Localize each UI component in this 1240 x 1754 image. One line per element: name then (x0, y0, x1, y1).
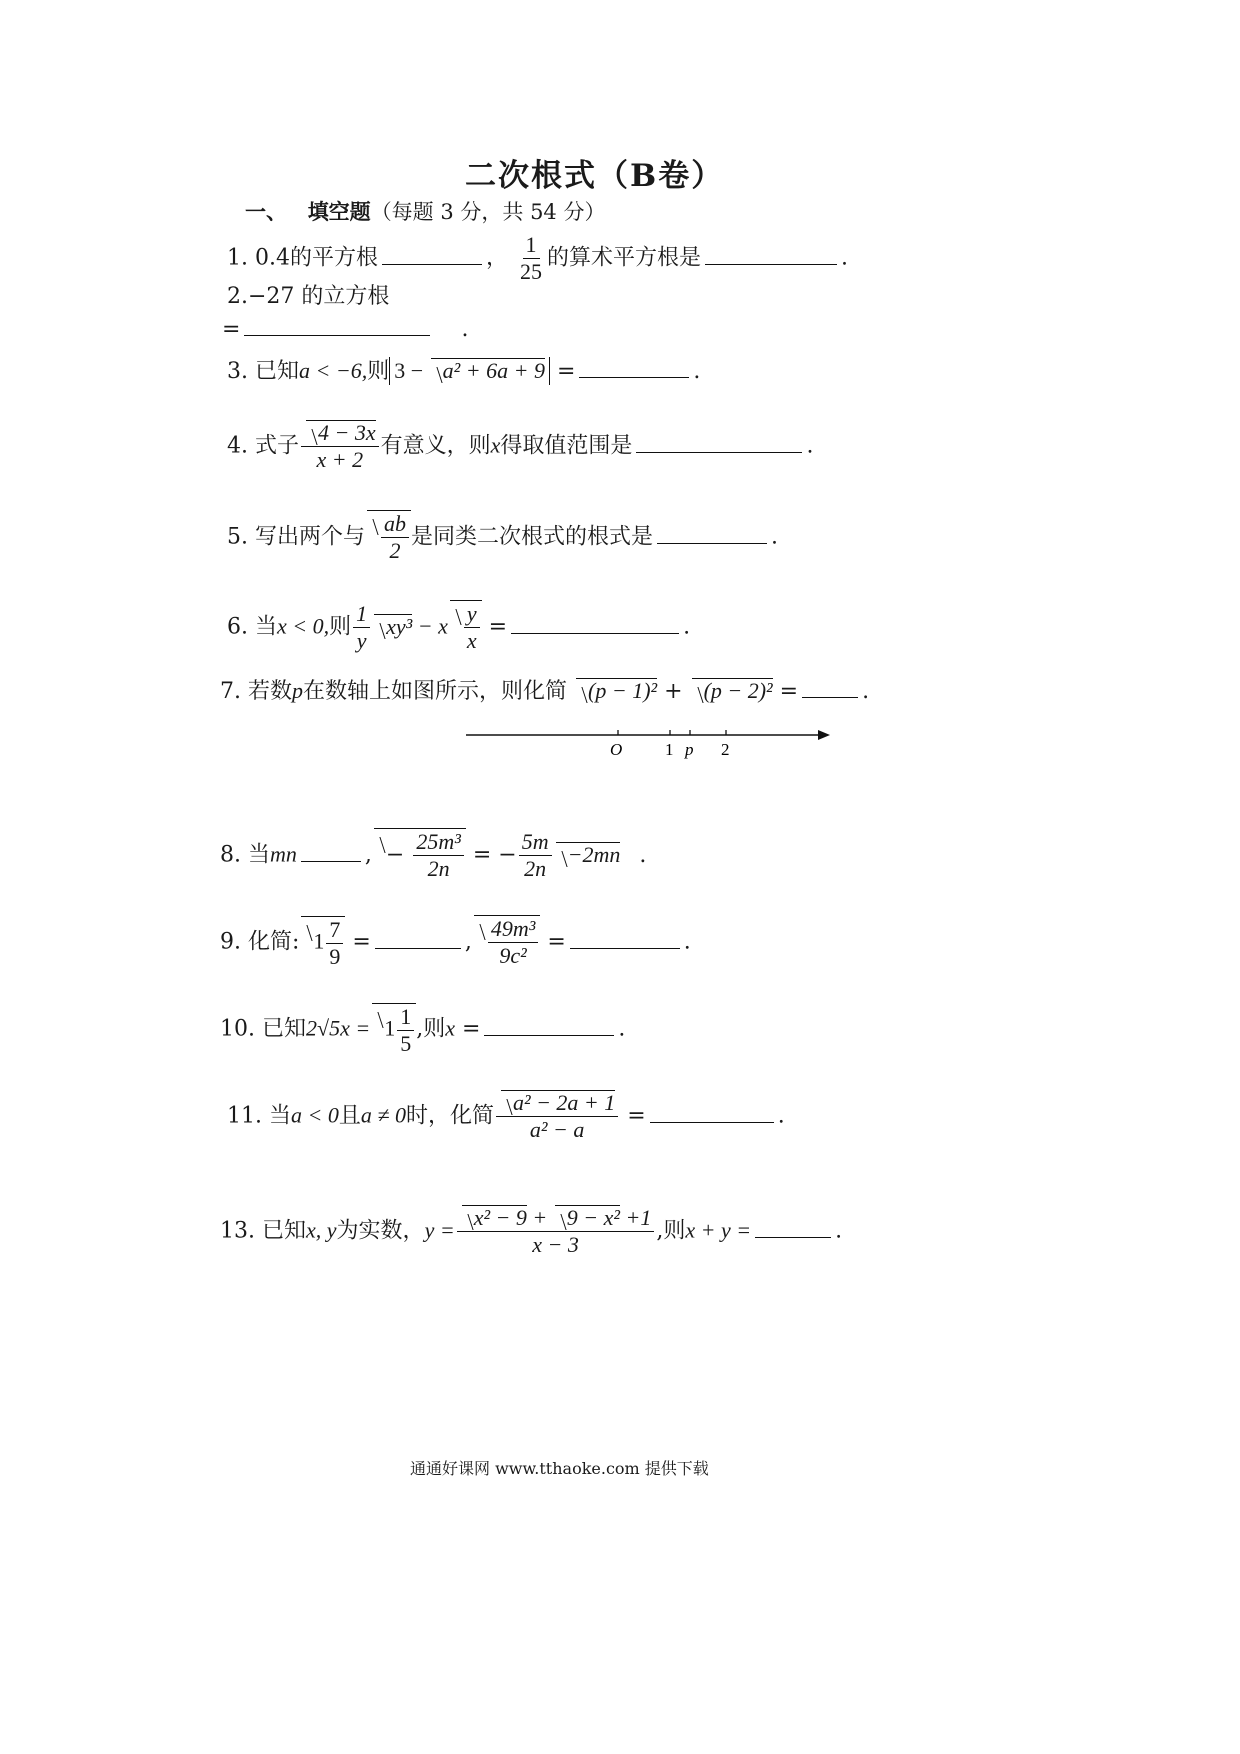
answer-blank[interactable] (244, 313, 430, 336)
radical: 1 $\frac{1}{5}$ (372, 1003, 416, 1057)
question-text: 在数轴上如图所示，则化简 (303, 679, 568, 704)
question-text: 当 (255, 614, 278, 640)
answer-blank[interactable] (636, 430, 802, 453)
question-13: 13. 已知x, y为实数，y = $\frac{\text{x² − 9 + 9 − x² +1}}{x - 3}$ ,则x + y = . (220, 1205, 843, 1257)
radical: 4 − 3x (306, 420, 376, 445)
radical: $\frac{\text{49m³}}{\text{9c²}}$ (474, 915, 540, 969)
radical: a² − 2a + 1 (501, 1090, 615, 1115)
question-5: 5. 写出两个与 $\frac{ab}{2}$ 是同类二次根式的根式是 . (227, 511, 779, 563)
question-number: 6. (227, 614, 248, 640)
section-name: 填空题 (307, 199, 371, 224)
question-2 (227, 283, 389, 311)
question-11: 11. 当a < 0且a ≠ 0时，化简 $\frac{\text{a² − 2a + 1}}{\text{a² − a}}$ = . (227, 1090, 785, 1142)
question-number: 13. (220, 1218, 255, 1244)
section-header (245, 196, 605, 226)
answer-blank[interactable] (705, 242, 837, 265)
answer-blank[interactable] (382, 242, 482, 265)
radical: $\frac{ab}{2}$ (367, 510, 411, 564)
equals-sign: = (556, 359, 576, 384)
question-text: 0.4的平方根 (255, 245, 378, 271)
radical: (p − 1)² (576, 678, 657, 703)
page-title: 二次根式（B卷） (465, 158, 725, 194)
radical: 9 − x² (555, 1205, 620, 1230)
question-2-answer: = . (222, 313, 468, 344)
radical: 1 $\frac{7}{9}$ (301, 916, 345, 970)
answer-blank[interactable] (375, 926, 461, 949)
question-8: 8. 当mn , − $\frac{\text{25m³}}{2n}$ = − $\frac{5m}{2n}$ −2mn . (220, 829, 647, 881)
answer-blank[interactable] (657, 521, 767, 544)
section-number: 一、 (245, 199, 287, 224)
question-text: 已知 (255, 359, 300, 384)
condition: a < −6, (299, 358, 368, 383)
radical: $\frac{y}{x}$ (450, 600, 482, 654)
question-text: 则 (367, 359, 390, 384)
fraction: $\frac{1}{25}$ (520, 232, 542, 284)
question-number: 4. (227, 433, 248, 459)
question-9: 9. 化简: 1 $\frac{7}{9}$ = , $\frac{\text{49m³}}{\text{9c²}}$ = . (220, 916, 691, 969)
footer-text: 通通好课网 www.tthaoke.com 提供下载 (410, 1459, 709, 1478)
question-text: 得取值范围是 (500, 433, 633, 459)
question-number: 3. (227, 359, 248, 384)
question-text: 写出两个与 (255, 524, 366, 550)
absolute-value: 3 − a² + 6a + 9 (389, 357, 550, 385)
question-number: 1. (227, 245, 248, 271)
answer-blank[interactable] (484, 1013, 614, 1036)
radical: (p − 2)² (692, 678, 773, 703)
question-1: 1. 0.4的平方根 ， $\frac{1}{25}$ 的算术平方根是 . (227, 232, 849, 284)
fraction: $\frac{4 - 3x}{x + 2}$ (301, 420, 379, 473)
question-text: 是同类二次根式的根式是 (411, 524, 654, 550)
answer-blank[interactable] (579, 355, 689, 378)
radical: a² + 6a + 9 (431, 358, 545, 383)
label-o: O (610, 740, 623, 759)
question-number: 9. (220, 929, 241, 955)
question-10: 10. 已知2√5x = 1 $\frac{1}{5}$ ,则x = . (220, 1004, 626, 1056)
fraction: $\frac{1}{y}$ (353, 601, 370, 654)
arrow-icon (818, 730, 830, 740)
radical: x² − 9 (462, 1205, 527, 1230)
question-number: 7. (220, 679, 241, 704)
answer-blank[interactable] (650, 1100, 774, 1123)
question-text: 有意义，则 (380, 433, 491, 459)
question-4: 4. 式子 $\frac{4 - 3x}{x + 2}$ 有意义，则x得取值范围是 . (227, 420, 814, 472)
answer-blank[interactable] (570, 926, 680, 949)
number-line (460, 722, 840, 762)
answer-blank[interactable] (301, 839, 361, 862)
question-text: 的算术平方根是 (547, 245, 702, 271)
radical: − $\frac{\text{25m³}}{2n}$ (374, 828, 466, 882)
question-text: 式子 (255, 433, 300, 459)
radical: −2mn (556, 842, 621, 867)
answer-blank[interactable] (755, 1215, 831, 1238)
question-3: 3. 已知a < −6,则 3 − a² + 6a + 9 = . (227, 355, 700, 386)
section-note: （每题 3 分，共 54 分） (370, 200, 606, 224)
answer-blank[interactable] (802, 675, 858, 698)
fraction: $\frac{\text{a² − 2a + 1}}{\text{a² − a}}$ (496, 1090, 618, 1143)
radical: xy³ (374, 614, 412, 639)
equals-sign: = (222, 317, 241, 342)
question-number: 8. (220, 842, 241, 868)
question-text: −27 的立方根 (248, 284, 390, 309)
label-p: p (685, 740, 694, 759)
question-number: 2. (227, 284, 248, 309)
question-number: 11. (227, 1103, 262, 1129)
question-number: 5. (227, 524, 248, 550)
question-number: 10. (220, 1016, 255, 1042)
question-text: 若数 (248, 679, 293, 704)
label-1: 1 (665, 740, 674, 759)
answer-blank[interactable] (511, 611, 679, 634)
label-2: 2 (721, 740, 730, 759)
fraction: $\frac{\text{x² − 9 + 9 − x² +1}}{x - 3}$ (457, 1205, 655, 1258)
fraction: $\frac{5m}{2n}$ (519, 829, 552, 882)
question-7: 7. 若数p在数轴上如图所示，则化简 (p − 1)² + (p − 2)² = . (220, 675, 869, 706)
question-6: 6. 当x < 0,则 $\frac{1}{y}$ xy³ − x $\frac{y}{x}$ = . (227, 601, 691, 653)
